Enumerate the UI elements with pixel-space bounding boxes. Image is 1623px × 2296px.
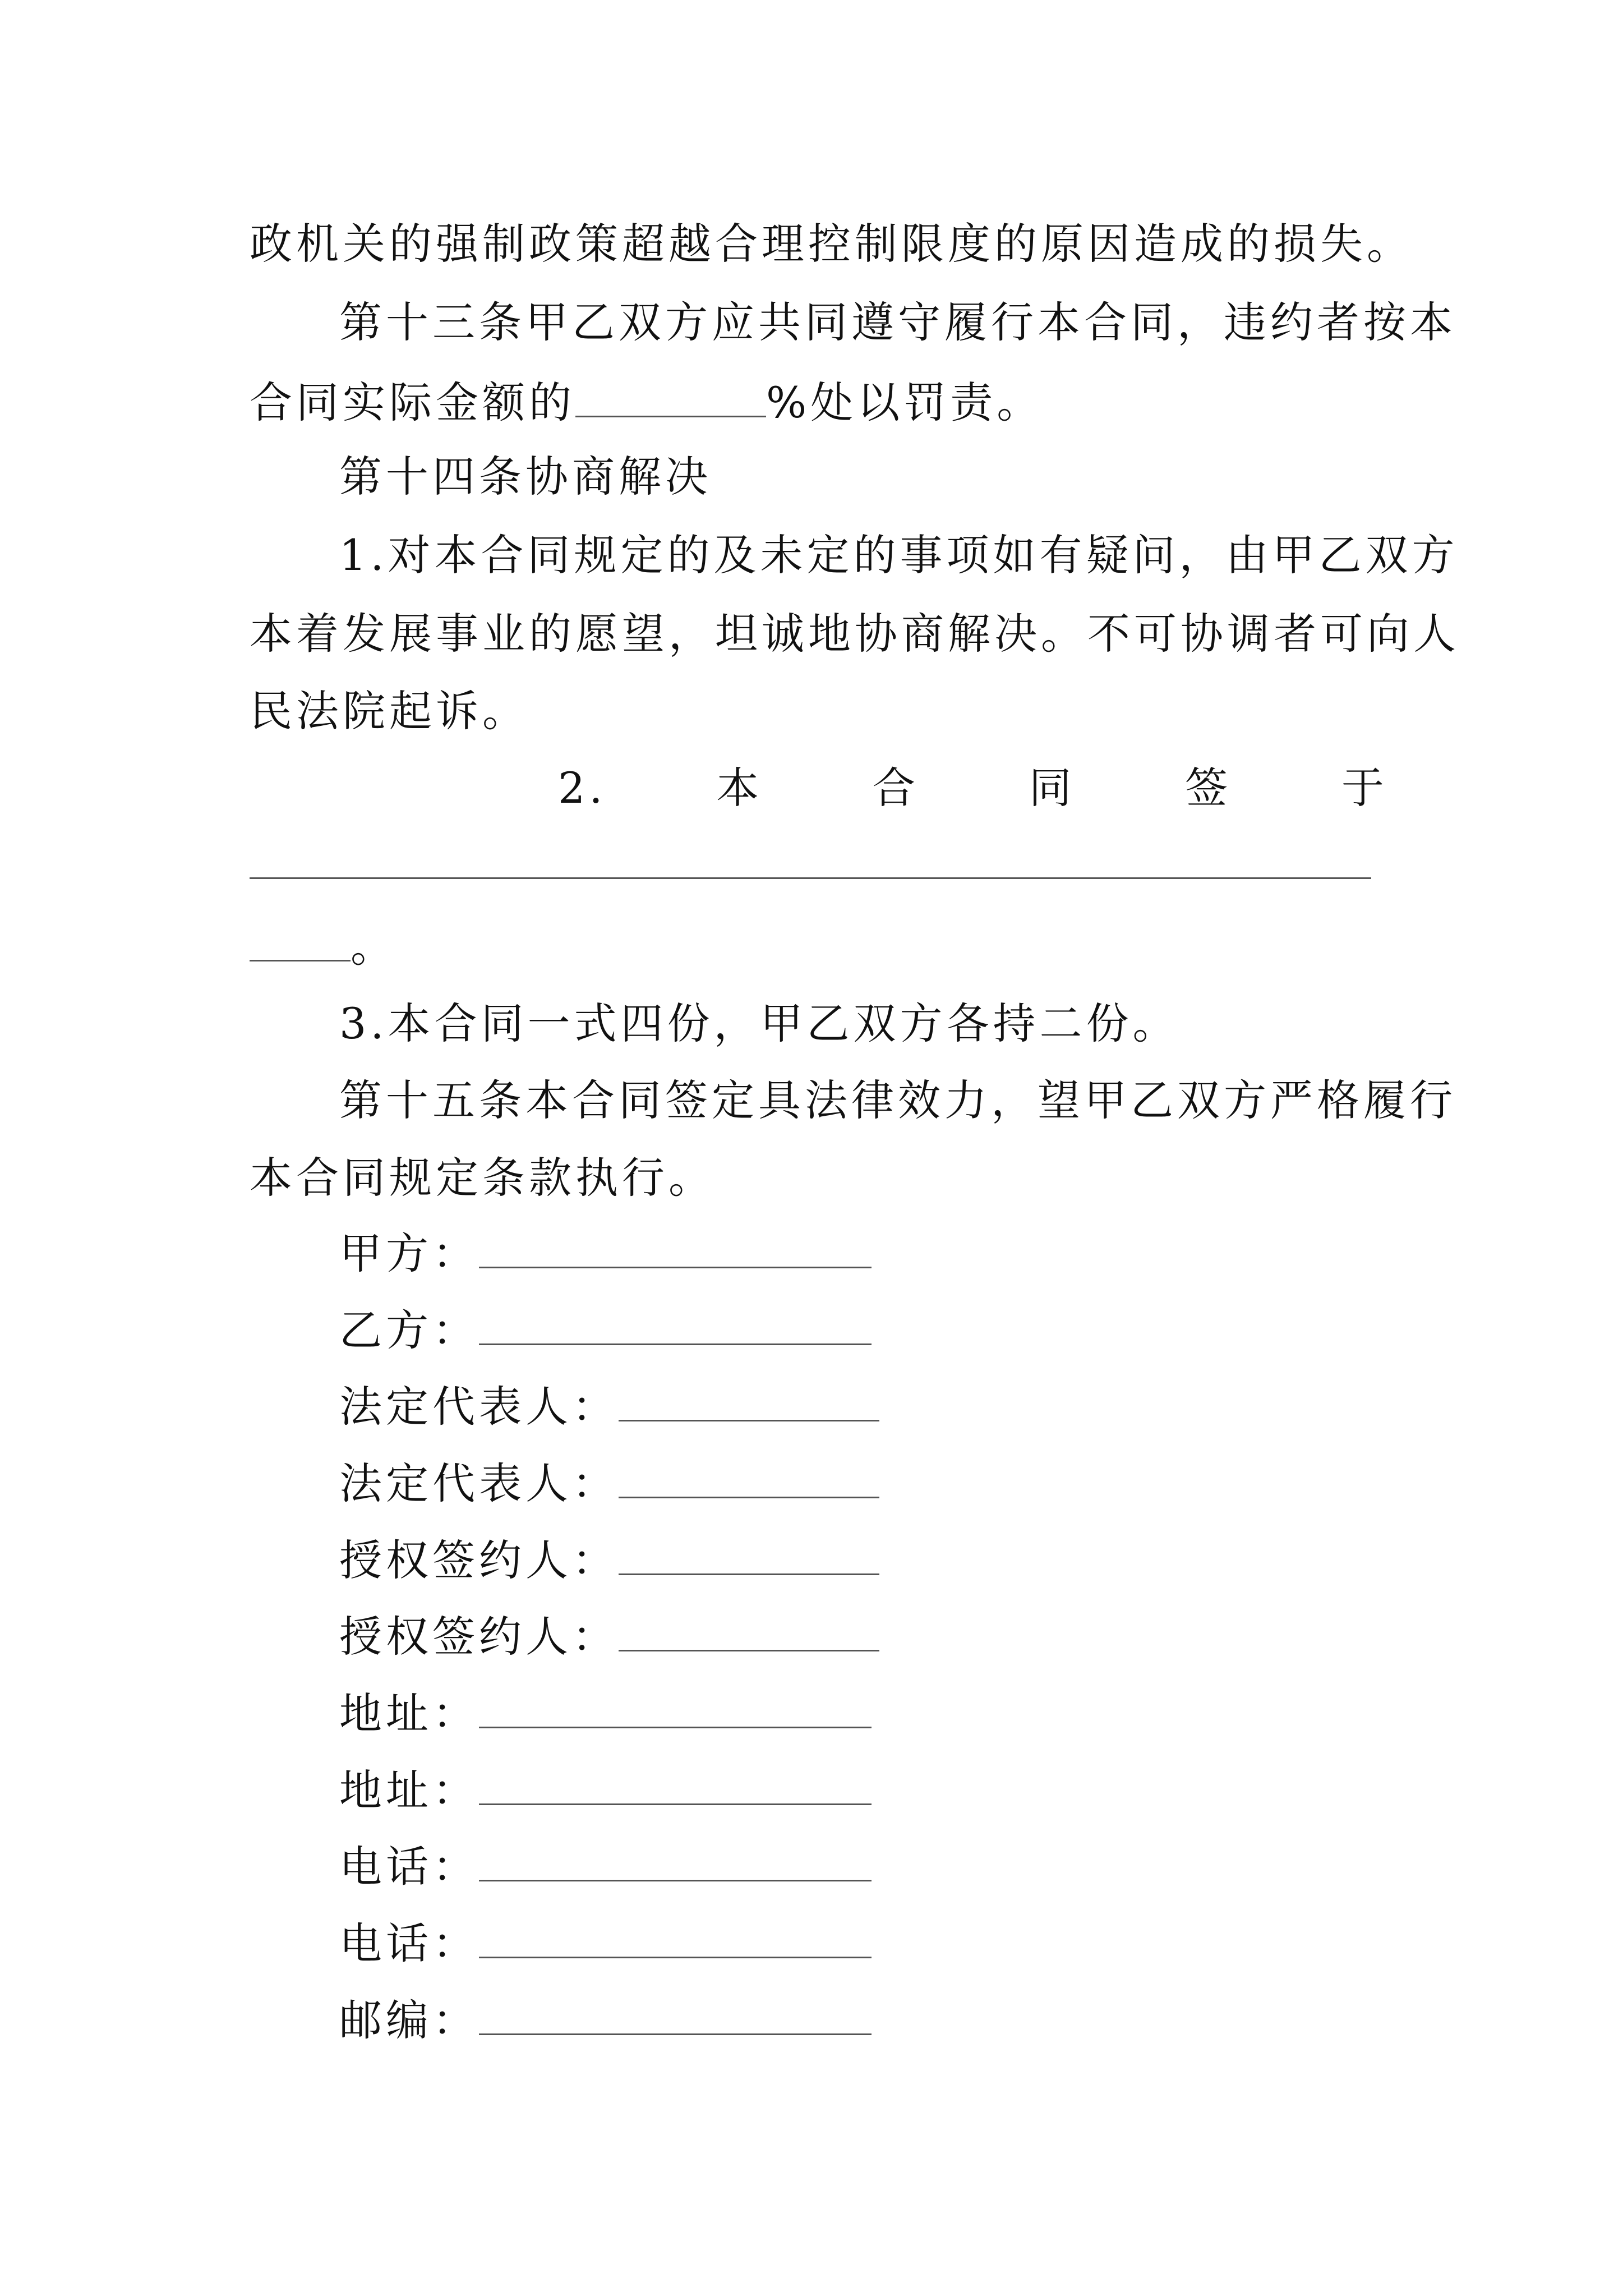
blank-sign-location-end [250,917,351,961]
field-label: 授权签约人： [339,1612,619,1662]
field-blank [479,1994,872,2035]
article-14-item-3 [339,996,1478,1052]
text: 本合同规定条款执行。 [250,1153,715,1203]
field-blank [479,1304,872,1345]
field-blank [619,1611,879,1651]
signature-field-authorized-b [339,1609,1478,1665]
field-blank [479,1764,872,1805]
text: 3.本合同一式四份，甲乙双方各持二份。 [339,999,1179,1048]
signature-field-phone-b [339,1916,1478,1972]
signature-field-phone-a [339,1839,1478,1895]
article-14-item-1-line-1 [339,527,1478,583]
text: 第十三条甲乙双方应共同遵守履行本合同，违约者按本 [339,297,1456,347]
field-label: 法定代表人： [339,1458,619,1508]
article-15-line-1 [339,1073,1478,1129]
field-label: 乙方： [339,1305,479,1355]
text: 第十五条本合同签定具法律效力，望甲乙双方严格履行 [339,1075,1456,1125]
signature-field-address-a [339,1686,1478,1742]
signature-field-address-b [339,1763,1478,1819]
text: %处以罚责。 [766,378,1044,427]
field-label: 地址： [339,1765,479,1815]
text: 第十四条协商解决 [339,452,712,501]
paragraph-line [250,216,1413,272]
article-14-item-1-line-3 [250,683,1388,739]
text: 签 [1185,763,1232,813]
article-14-title [339,449,1478,505]
field-label: 授权签约人： [339,1535,619,1585]
text: 民法院起诉。 [250,686,529,736]
field-blank [619,1381,879,1421]
field-blank [479,1227,872,1268]
field-label: 邮编： [339,1995,479,2045]
field-label: 电话： [339,1842,479,1892]
signature-field-authorized-a [339,1533,1478,1589]
text: 合同实际金额的 [250,378,575,427]
text: 本 [716,763,763,813]
field-blank [479,1687,872,1728]
text: 政机关的强制政策超越合理控制限度的原因造成的损失。 [250,219,1413,269]
field-blank [619,1457,879,1498]
article-13-line-1 [339,295,1478,351]
text: 于 [1341,763,1388,813]
field-label: 法定代表人： [339,1382,619,1432]
signature-field-legal-rep-a [339,1379,1478,1435]
signature-field-legal-rep-b [339,1456,1478,1512]
blank-sign-location [250,877,1371,879]
field-blank [479,1841,872,1881]
field-blank [479,1917,872,1958]
field-label: 地址： [339,1688,479,1738]
blank-penalty-percent [575,373,766,417]
text: 1.对本合同规定的及未定的事项如有疑问，由甲乙双方 [339,530,1459,580]
article-14-item-2-end [250,917,1388,973]
text: 。 [351,922,397,972]
text: 同 [1029,763,1076,813]
article-14-item-1-line-2 [250,606,1460,662]
field-label: 甲方： [339,1228,479,1278]
text: 本着发展事业的愿望，坦诚地协商解决。不可协调者可向人 [250,609,1460,659]
article-14-item-2-line [558,760,1388,816]
signature-field-party-a [339,1226,1478,1282]
signature-field-party-b [339,1303,1478,1359]
text: 2. [558,763,607,813]
text: 合 [872,763,919,813]
article-13-line-2 [250,373,1388,429]
field-blank [619,1534,879,1575]
article-15-line-2 [250,1150,1388,1206]
signature-field-postcode [339,1993,1478,2049]
field-label: 电话： [339,1918,479,1968]
